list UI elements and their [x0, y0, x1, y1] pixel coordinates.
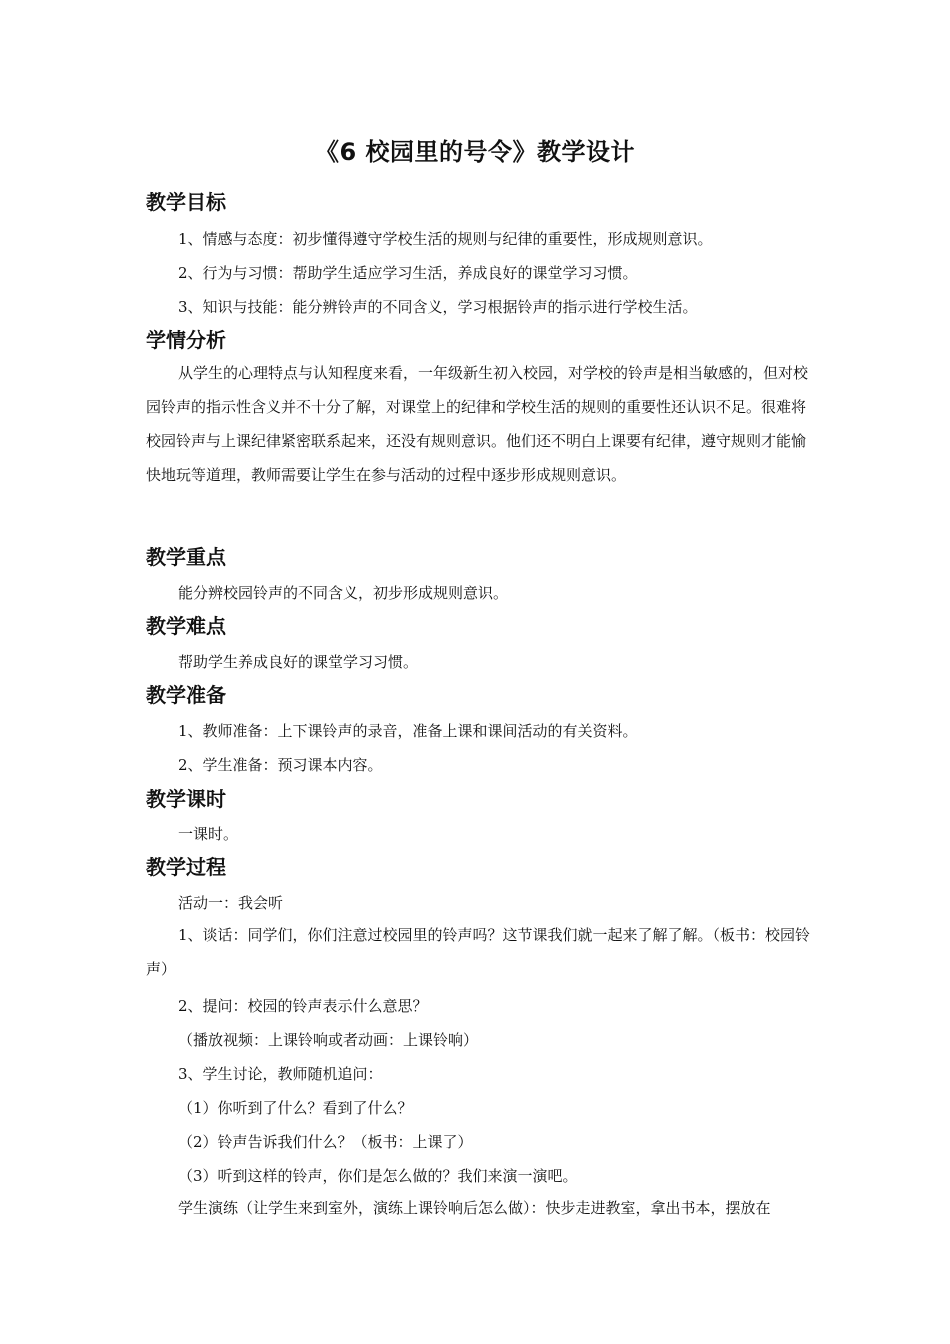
heading-analysis: 学情分析 — [146, 328, 226, 352]
question-text: 2、提问：校园的铃声表示什么意思？ — [178, 997, 428, 1015]
goal-item-1: 1、情感与态度：初步懂得遵守学校生活的规则与纪律的重要性，形成规则意识。 — [178, 230, 713, 248]
practice-text: 学生演练（让学生来到室外，演练上课铃响后怎么做）：快步走进教室，拿出书本，摆放在 — [178, 1199, 771, 1217]
activity-title: 活动一：我会听 — [178, 894, 284, 912]
talk-paragraph: 1、谈话：同学们，你们注意过校园里的铃声吗？这节课我们就一起来了解了解。（板书：校园铃声） — [146, 926, 811, 978]
key-text: 能分辨校园铃声的不同含义，初步形成规则意识。 — [178, 584, 509, 602]
difficulty-text: 帮助学生养成良好的课堂学习习惯。 — [178, 653, 419, 671]
prep-item-1: 1、教师准备：上下课铃声的录音，准备上课和课间活动的有关资料。 — [178, 722, 638, 740]
sub-question-1: （1）你听到了什么？看到了什么？ — [178, 1099, 413, 1117]
prep-item-2: 2、学生准备：预习课本内容。 — [178, 756, 383, 774]
heading-prep: 教学准备 — [146, 683, 226, 707]
video-note: （播放视频：上课铃响或者动画：上课铃响） — [178, 1031, 479, 1049]
hours-text: 一课时。 — [178, 825, 239, 843]
goal-item-2: 2、行为与习惯：帮助学生适应学习生活，养成良好的课堂学习习惯。 — [178, 264, 638, 282]
heading-key: 教学重点 — [146, 545, 226, 569]
discuss-text: 3、学生讨论，教师随机追问： — [178, 1065, 383, 1083]
document-title: 《6 校园里的号令》教学设计 — [314, 138, 636, 166]
heading-process: 教学过程 — [146, 855, 226, 879]
sub-question-3: （3）听到这样的铃声，你们是怎么做的？我们来演一演吧。 — [178, 1167, 578, 1185]
analysis-paragraph: 从学生的心理特点与认知程度来看，一年级新生初入校园，对学校的铃声是相当敏感的，但对校园铃声的指示性含义并不十分了解，对课堂上的纪律和学校生活的规则的重要性还认识不足。很难将校园铃声与上课纪律紧密联系起来，还没有规则意识。他们还不明白上课要有纪律，遵守规则才能愉快地玩等道理，教师需要让学生在参与活动的过程中逐步形成规则意识。 — [146, 364, 809, 484]
sub-question-2: （2）铃声告诉我们什么？（板书：上课了） — [178, 1133, 473, 1151]
heading-goals: 教学目标 — [146, 190, 226, 214]
goal-item-3: 3、知识与技能：能分辨铃声的不同含义，学习根据铃声的指示进行学校生活。 — [178, 298, 698, 316]
heading-difficulty: 教学难点 — [146, 614, 226, 638]
heading-hours: 教学课时 — [146, 787, 226, 811]
